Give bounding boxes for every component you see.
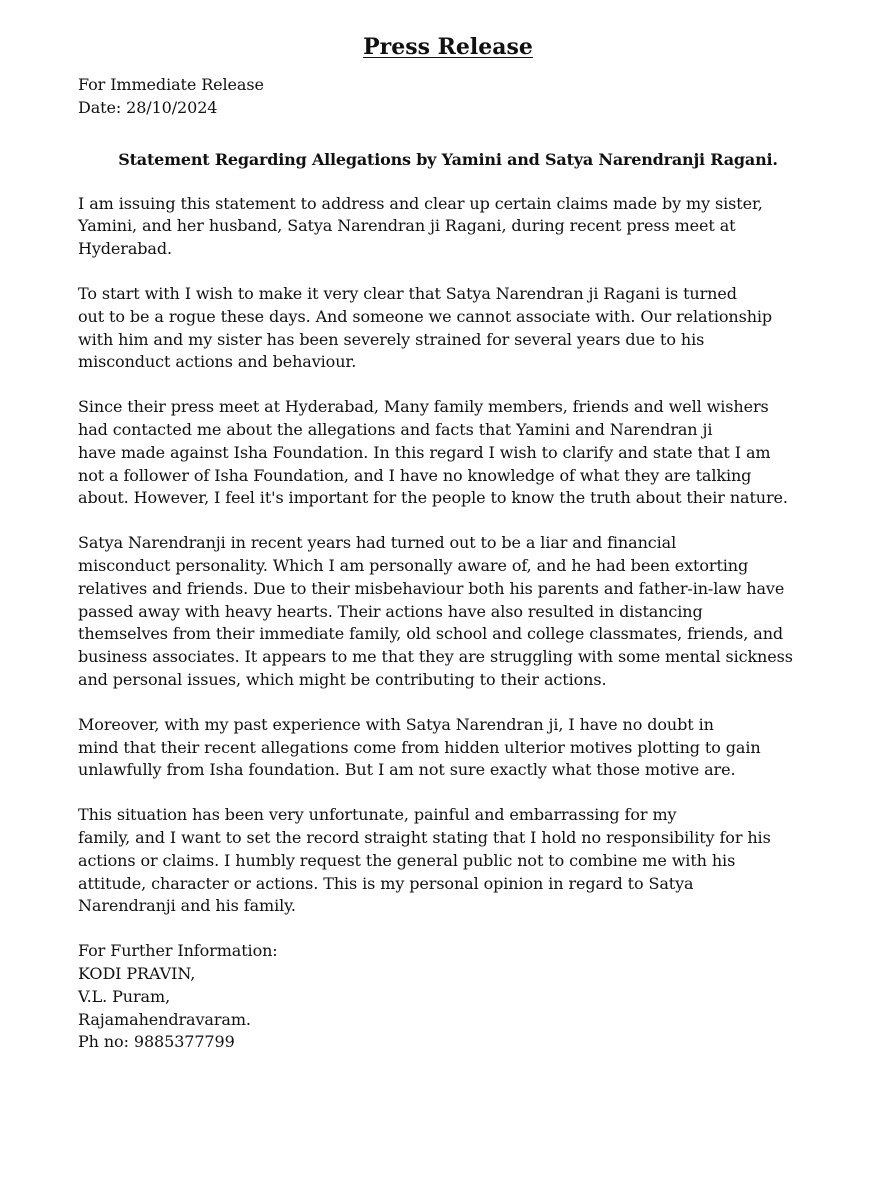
paragraph-line: unlawfully from Isha foundation. But I am not sure exactly what those motive are. bbox=[78, 760, 736, 780]
paragraph-1 bbox=[78, 193, 818, 261]
paragraph-line: Satya Narendranji in recent years had turned out to be a liar and financial bbox=[78, 533, 677, 553]
paragraph-line: about. However, I feel it's important for the people to know the truth about their nature. bbox=[78, 488, 788, 508]
contact-name: KODI PRAVIN, bbox=[78, 963, 196, 983]
paragraph-3 bbox=[78, 396, 818, 510]
paragraph-line: relatives and friends. Due to their misbehaviour both his parents and father-in-law have bbox=[78, 578, 785, 598]
paragraph-line: attitude, character or actions. This is my personal opinion in regard to Satya bbox=[78, 873, 694, 893]
paragraph-line: This situation has been very unfortunate, painful and embarrassing for my bbox=[78, 805, 677, 825]
paragraph-line: misconduct personality. Which I am personally aware of, and he had been extorting bbox=[78, 555, 749, 575]
contact-phone: Ph no: 9885377799 bbox=[78, 1032, 235, 1052]
paragraph-line: Moreover, with my past experience with Satya Narendran ji, I have no doubt in bbox=[78, 714, 714, 734]
paragraph-line: and personal issues, which might be contributing to their actions. bbox=[78, 669, 607, 689]
paragraph-line: actions or claims. I humbly request the general public not to combine me with his bbox=[78, 850, 736, 870]
contact-heading: For Further Information: bbox=[78, 941, 278, 961]
paragraph-line: family, and I want to set the record straight stating that I hold no responsibility for his bbox=[78, 827, 771, 847]
paragraph-line: themselves from their immediate family, old school and college classmates, friends, and bbox=[78, 624, 784, 644]
paragraph-line: had contacted me about the allegations and facts that Yamini and Narendran ji bbox=[78, 419, 713, 439]
paragraph-line: Since their press meet at Hyderabad, Many family members, friends and well wishers bbox=[78, 397, 769, 417]
paragraph-line: Narendranji and his family. bbox=[78, 896, 296, 916]
release-date: Date: 28/10/2024 bbox=[78, 97, 218, 117]
paragraph-5 bbox=[78, 714, 818, 782]
contact-address-line-2: Rajamahendravaram. bbox=[78, 1009, 251, 1029]
paragraph-line: out to be a rogue these days. And someone we cannot associate with. Our relationship bbox=[78, 306, 773, 326]
press-release-page bbox=[78, 30, 818, 1054]
paragraph-line: misconduct actions and behaviour. bbox=[78, 352, 357, 372]
statement-subject: Statement Regarding Allegations by Yamini and Satya Narendranji Ragani. bbox=[118, 149, 778, 169]
page-title: Press Release bbox=[363, 34, 533, 60]
paragraph-2 bbox=[78, 283, 818, 374]
paragraph-line: Yamini, and her husband, Satya Narendran ji Ragani, during recent press meet at bbox=[78, 216, 736, 236]
paragraph-line: To start with I wish to make it very clear that Satya Narendran ji Ragani is turned bbox=[78, 283, 737, 303]
paragraph-line: with him and my sister has been severely strained for several years due to his bbox=[78, 329, 705, 349]
release-meta bbox=[78, 74, 818, 120]
release-type: For Immediate Release bbox=[78, 75, 264, 94]
paragraph-line: I am issuing this statement to address and clear up certain claims made by my sister, bbox=[78, 193, 763, 213]
paragraph-line: not a follower of Isha Foundation, and I have no knowledge of what they are talking bbox=[78, 465, 752, 485]
paragraph-line: business associates. It appears to me that they are struggling with some mental sickness bbox=[78, 647, 793, 667]
paragraph-4 bbox=[78, 532, 818, 692]
paragraph-line: Hyderabad. bbox=[78, 239, 173, 259]
contact-block bbox=[78, 940, 818, 1054]
paragraph-line: passed away with heavy hearts. Their actions have also resulted in distancing bbox=[78, 601, 703, 621]
contact-address-line-1: V.L. Puram, bbox=[78, 986, 171, 1006]
paragraph-line: have made against Isha Foundation. In this regard I wish to clarify and state that I am bbox=[78, 442, 771, 462]
paragraph-line: mind that their recent allegations come from hidden ulterior motives plotting to gain bbox=[78, 737, 761, 757]
paragraph-6 bbox=[78, 804, 818, 918]
